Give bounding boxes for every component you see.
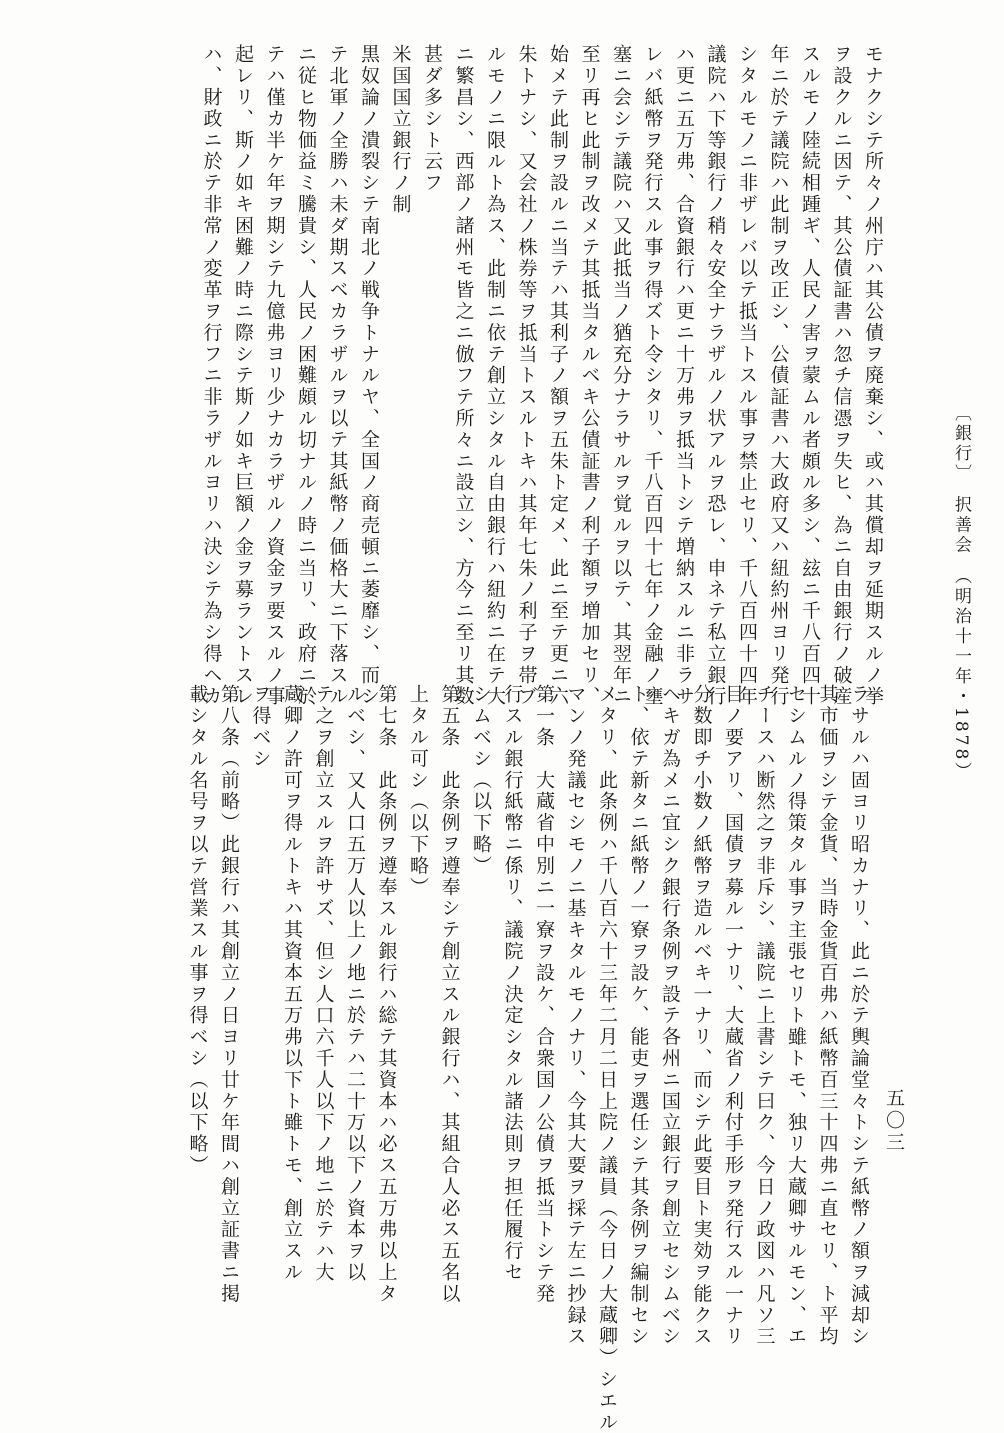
text-line: ハ、財政ニ於テ非常ノ変革ヲ行フニ非ラザルヨリハ決シテ為シ得ヘカ (200, 44, 223, 708)
text-line: ハ更ニ五万弗、合資銀行ハ更ニ十万弗ヲ抵当トシテ増納スルニ非ラサ (673, 44, 695, 708)
article-5-line: 第五条 此条例ヲ遵奉シテ創立スル銀行ハ、其組合人必ス五名以 (438, 684, 461, 1305)
article-1-line: シムベシ（以下略） (470, 684, 492, 877)
article-8-line: 第八条（前略）此銀行ハ其創立ノ日ヨリ廿ケ年間ハ創立証書ニ掲 (218, 684, 240, 1305)
text-line: マンノ発議セシモノニ基キタルモノナリ、今其大要ヲ採テ左ニ抄録ス (564, 684, 587, 1348)
text-line: 朱トナシ、又会社ノ株券等ヲ抵当トスルトキハ其年七朱ノ利子ヲ帯ブ (515, 44, 538, 708)
text-line: モナクシテ所々ノ州庁ハ其公債ヲ廃棄シ、或ハ其償却ヲ延期スルノ挙 (862, 44, 884, 708)
text-line: ヲ設クルニ因テ、其公債証書ハ忽チ信憑ヲ失ヒ、為ニ自由銀行ノ破産 (830, 44, 853, 708)
text-line: 黒奴論ノ潰裂シテ南北ノ戦争トナルヤ、全国ノ商売頓ニ萎靡シ、而シ (358, 44, 380, 708)
text-line: テ北軍ノ全勝ハ未ダ期スベカラザルヲ以テ其紙幣ノ価格大ニ下落スル (326, 44, 349, 708)
text-line: 目ノ要アリ、国債ヲ募ル一ナリ、大蔵省ノ利付手形ヲ発行スル一ナリ (722, 684, 744, 1348)
article-7-line: テ之ヲ創立スルヲ許サズ、但シ人口六千人以下ノ地ニ於テハ大 (312, 684, 335, 1284)
text-line: ト、依テ新タニ紙幣ノ一寮ヲ設ケ、能吏ヲ選任シテ其条例ヲ編制セシ (627, 684, 650, 1348)
running-header: 〔銀行〕 択善会 （明治十一年・1878） (951, 404, 971, 783)
text-line: 其市価ヲシテ金貨、当時金貨百弗ハ紙幣百三十四弗ニ直セリ、ト平均 (816, 684, 839, 1348)
text-line: 始メテ此制ヲ設ルニ当テハ其利子ノ額ヲ五朱ト定メ、此ニ至テ更ニ六 (547, 44, 569, 708)
text-line: 至リ再ヒ此制ヲ改メテ其抵当タルベキ公債証書ノ利子額ヲ増加セリ、 (578, 44, 601, 708)
text-line: ニ繁昌シ、西部ノ諸州モ皆之ニ倣フテ所々ニ設立シ、方今ニ至リ其数 (452, 44, 475, 708)
article-7-line: ルベシ、又人口五万人以上ノ地ニ於テハ二十万以下ノ資本ヲ以 (344, 684, 366, 1284)
lower-text-block (181, 684, 874, 1433)
page-number: 五〇三 (883, 1088, 905, 1154)
text-line: チースハ断然之ヲ非斥シ、議院ニ上書シテ曰ク、今日ノ政図ハ凡ソ三 (753, 684, 776, 1348)
article-7-line: ヲ得ベシ (249, 684, 272, 770)
text-line: ラサルハ固ヨリ昭カナリ、此ニ於テ輿論堂々トシテ紙幣ノ額ヲ減却シ (848, 684, 870, 1348)
article-1-line: 第一条 大蔵省中別ニ一寮ヲ設ケ、合衆国ノ公債ヲ抵当トシテ発 (533, 684, 555, 1305)
text-line: セシムルノ得策タル事ヲ主張セリト雖トモ、独リ大蔵卿サルモン、エ (785, 684, 807, 1348)
article-8-line: 載シタル名号ヲ以テ営業スル事ヲ得ベシ（以下略） (186, 684, 209, 1177)
article-7-line: 第七条 此条例ヲ遵奉スル銀行ハ総テ其資本ハ必ス五万弗以上タ (375, 684, 398, 1305)
text-line: シタルモノニ非ザレバ以テ抵当トスル事ヲ禁止セリ、千八百四十四年 (736, 44, 758, 708)
text-line: ニ従ヒ物価益ミ騰貴シ、人民ノ困難頗ル切ナルノ時ニ当リ、政府ニ於 (295, 44, 317, 708)
article-1-line: 行スル銀行紙幣ニ係リ、議院ノ決定シタル諸法則ヲ担任履行セ (501, 684, 524, 1284)
text-line: テハ僅カ半ケ年ヲ期シテ九億弗ヨリ少ナカラザルノ資金ヲ要スルノ事 (263, 44, 286, 708)
article-7-line: 蔵卿ノ許可ヲ得ルトキハ其資本五万弗以下ト雖トモ、創立スル (281, 684, 303, 1284)
article-5-line: 上タル可シ（以下略） (407, 684, 429, 898)
text-line: 起レリ、斯ノ如キ困難ノ時ニ際シテ斯ノ如キ巨額ノ金ヲ募ラントスレ (232, 44, 254, 708)
text-line: レバ紙幣ヲ発行スル事ヲ得ズト令シタリ、千八百四十七年ノ金融ノ壅 (641, 44, 664, 708)
text-line: 年ニ於テ議院ハ此制ヲ改正シ、公債証書ハ大政府又ハ紐約州ヨリ発行 (767, 44, 790, 708)
text-line: 甚ダ多シト云フ (421, 44, 443, 194)
text-line: スルモノ陸続相踵ギ、人民ノ害ヲ蒙ムル者頗ル多シ、玆ニ千八百四十 (799, 44, 821, 708)
text-line: メタリ、此条例ハ千八百六十三年二月二日上院ノ議員（今日ノ大蔵卿）シエル (596, 684, 618, 1433)
text-line: ルモノニ限ルト為ス、此制ニ依テ創立シタル自由銀行ハ紐約ニ在テ大 (484, 44, 506, 708)
section-heading: 米国国立銀行ノ制 (389, 44, 412, 216)
text-line: 議院ハ下等銀行ノ稍々安全ナラザルノ状アルヲ恐レ、申ネテ私立銀行 (704, 44, 727, 708)
text-line: ヘキガ為メニ宜シク銀行条例ヲ設テ各州ニ国立銀行ヲ創立セシムベシ (659, 684, 681, 1348)
text-line: 塞ニ会シテ議院ハ又此抵当ノ猶充分ナラサルヲ覚ルヲ以テ、其翌年ニ (610, 44, 632, 708)
upper-text-block (195, 44, 888, 708)
text-line: 分数即チ小数ノ紙幣ヲ造ルベキ一ナリ、而シテ此要目ト実効ヲ能クス (690, 684, 713, 1348)
